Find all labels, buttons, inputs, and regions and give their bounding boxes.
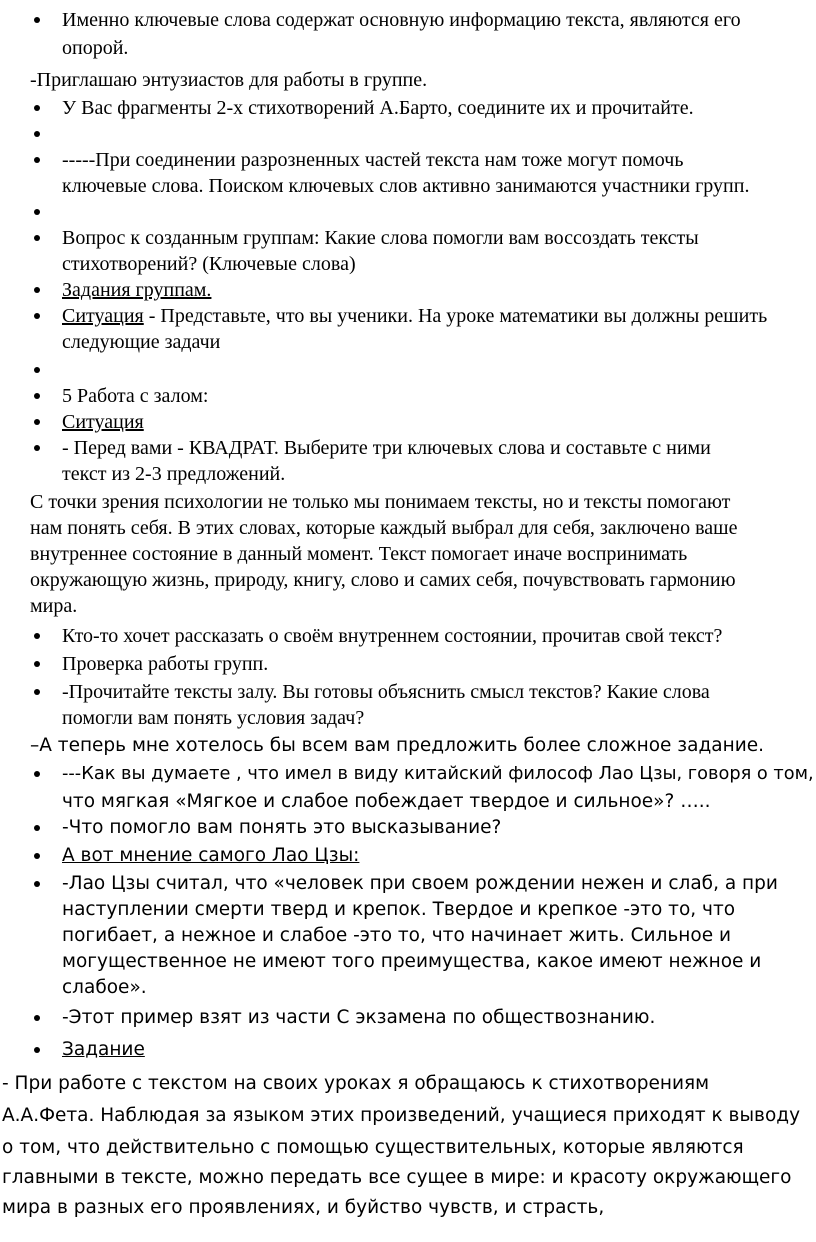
paragraph-line: -Этот пример взят из части С экзамена по обществознанию. [62,1007,656,1028]
paragraph-line: -Прочитайте тексты залу. Вы готовы объяснить смысл текстов? Какие слова [62,681,710,703]
bullet [34,633,40,639]
paragraph-line: нам понять себя. В этих словах, которые каждый выбрал для себя, заключено ваше [30,517,738,539]
bullet [34,235,40,241]
paragraph-line [62,304,767,328]
bullet [34,393,40,399]
bullet [34,1015,40,1021]
paragraph-line: А.А.Фета. Наблюдая за языком этих произведений, учащиеся приходят к выводу [2,1105,801,1126]
paragraph-line: Кто-то хочет рассказать о своём внутреннем состоянии, прочитав свой текст? [62,625,723,647]
bullet [34,689,40,695]
paragraph-line: -Лао Цзы считал, что «человек при своем рождении нежен и слаб, а при [62,873,778,894]
paragraph-line: А вот мнение самого Лао Цзы: [62,845,360,866]
paragraph-line: слабое». [62,977,147,998]
bullet [34,105,40,111]
paragraph-line: -Что помогло вам понять это высказывание? [62,817,502,838]
paragraph-line: главными в тексте, можно передать все сущее в мире: и красоту окружающего [2,1167,792,1188]
bullet [34,131,40,137]
paragraph-line: Вопрос к созданным группам: Какие слова помогли вам воссоздать тексты [62,227,699,249]
bullet [34,419,40,425]
paragraph-line: 5 Работа с залом: [62,385,209,407]
bullet [34,445,40,451]
paragraph-line: ---Как вы думаете , что имел в виду китайский философ Лао Цзы, говоря о том, [62,764,814,784]
paragraph-line: -----При соединении разрозненных частей текста нам тоже могут помочь [62,149,684,171]
paragraph-line: следующие задачи [62,331,221,353]
paragraph-line: -Приглашаю энтузиастов для работы в группе. [30,69,428,91]
paragraph-line: помогли вам понять условия задач? [62,707,365,729]
paragraph-line: стихотворений? (Ключевые слова) [62,253,356,275]
bullet [34,157,40,163]
paragraph-line: - При работе с текстом на своих уроках я обращаюсь к стихотворениям [2,1073,710,1094]
paragraph-line: погибает, а нежное и слабое -это то, что начинает жить. Сильное и [62,925,732,946]
paragraph-line: Проверка работы групп. [62,653,269,675]
paragraph-line: С точки зрения психологии не только мы понимаем тексты, но и тексты помогают [30,491,731,513]
paragraph-line: внутреннее состояние в данный момент. Текст помогает иначе воспринимать [30,543,688,565]
paragraph-line: мира. [30,595,78,617]
paragraph-line: окружающую жизнь, природу, книгу, слово и самих себя, почувствовать гармонию [30,569,736,591]
bullet [34,1047,40,1053]
paragraph-line: Ситуация [62,411,144,433]
paragraph-line: У Вас фрагменты 2-х стихотворений А.Барто, соедините их и прочитайте. [62,97,694,119]
paragraph-line: мира в разных его проявлениях, и буйство чувств, и страсть, [2,1197,605,1218]
bullet [34,661,40,667]
paragraph-line: текст из 2-3 предложений. [62,463,286,485]
paragraph-line: Именно ключевые слова содержат основную информацию текста, являются его [62,9,741,31]
paragraph-line: Задание [62,1039,145,1060]
paragraph-line: что мягкая «Мягкое и слабое побеждает твердое и сильное»? ….. [62,791,711,812]
paragraph-line: - Перед вами - КВАДРАТ. Выберите три ключевых слова и составьте с ними [62,437,711,459]
bullet [34,853,40,859]
bullet [34,881,40,887]
situation-label: Ситуация [62,305,144,327]
paragraph-line: опорой. [62,37,129,59]
paragraph-line: наступлении смерти тверд и крепок. Твердое и крепкое -это то, что [62,899,736,920]
bullet [34,825,40,831]
bullet [34,287,40,293]
paragraph-line: могущественное не имеют того преимущества, какое имеют нежное и [62,951,762,972]
bullet [34,771,40,777]
bullet [34,17,40,23]
bullet [34,209,40,215]
paragraph-line: Задания группам. [62,279,212,301]
paragraph-line: –А теперь мне хотелось бы всем вам предложить более сложное задание. [30,735,764,756]
situation-text: - Представьте, что вы ученики. На уроке математики вы должны решить [143,305,768,327]
paragraph-line: о том, что действительно с помощью существительных, которые являются [2,1137,744,1158]
bullet [34,313,40,319]
paragraph-line: ключевые слова. Поиском ключевых слов активно занимаются участники групп. [62,175,750,197]
bullet [34,367,40,373]
